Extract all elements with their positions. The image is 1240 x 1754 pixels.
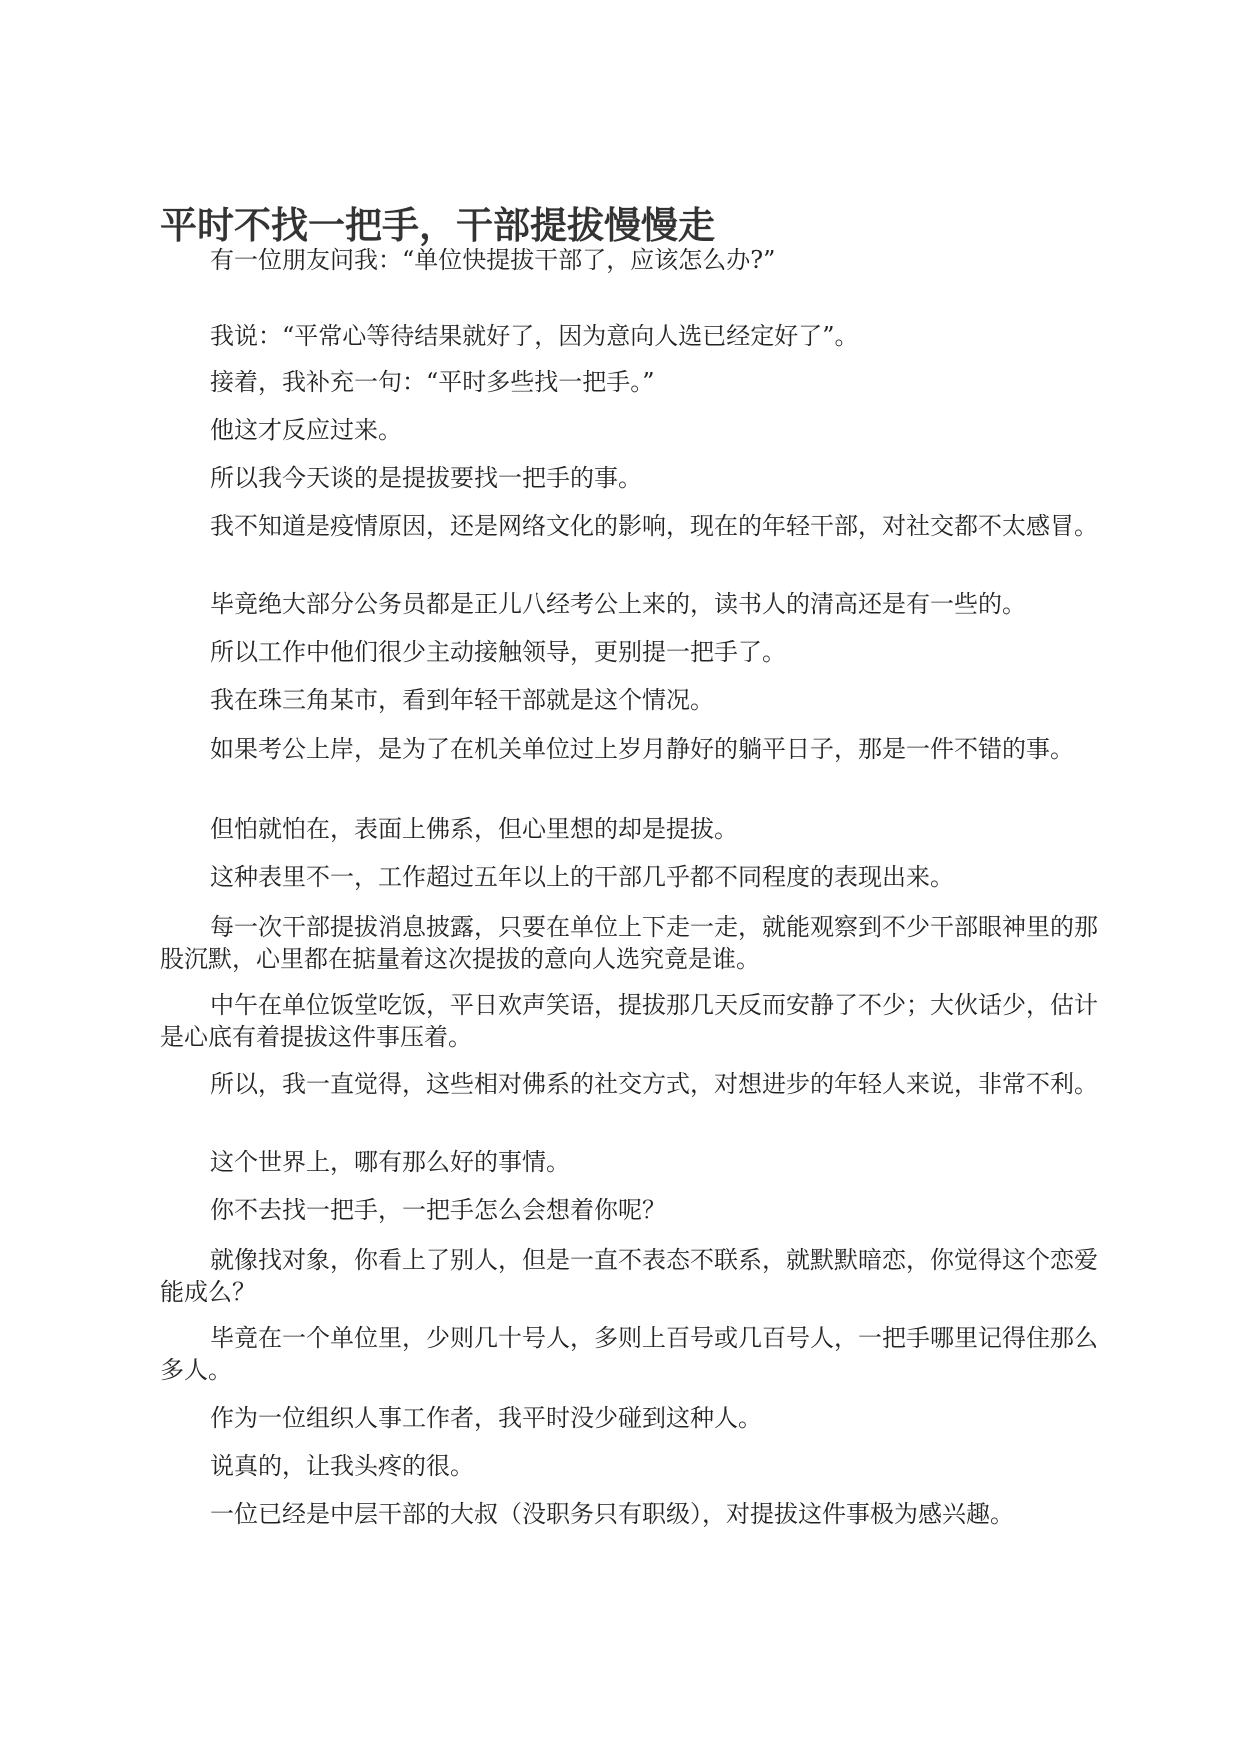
paragraph: 接着，我补充一句：“平时多些找一把手。”	[210, 368, 655, 396]
paragraph: 这种表里不一，工作超过五年以上的干部几乎都不同程度的表现出来。	[210, 863, 954, 891]
paragraph: 他这才反应过来。	[210, 416, 402, 444]
paragraph: 有一位朋友问我：“单位快提拔干部了，应该怎么办?”	[210, 246, 776, 274]
paragraph: 我不知道是疫情原因，还是网络文化的影响，现在的年轻干部，对社交都不太感冒。	[210, 512, 1098, 540]
document-title: 平时不找一把手，干部提拔慢慢走	[160, 204, 715, 247]
paragraph: 你不去找一把手，一把手怎么会想着你呢？	[210, 1196, 666, 1224]
paragraph: 我说：“平常心等待结果就好了，因为意向人选已经定好了”。	[210, 322, 859, 350]
paragraph: 但怕就怕在，表面上佛系，但心里想的却是提拔。	[210, 815, 738, 843]
paragraph: 所以，我一直觉得，这些相对佛系的社交方式，对想进步的年轻人来说，非常不利。	[210, 1070, 1098, 1098]
paragraph: 所以工作中他们很少主动接触领导，更别提一把手了。	[210, 638, 786, 666]
paragraph: 所以我今天谈的是提拔要找一把手的事。	[210, 464, 642, 492]
paragraph: 每一次干部提拔消息披露，只要在单位上下走一走，就能观察到不少干部眼神里的那股沉默，心里都在掂量着这次提拔的意向人选究竟是谁。	[160, 913, 1098, 973]
paragraph: 毕竟绝大部分公务员都是正儿八经考公上来的，读书人的清高还是有一些的。	[210, 590, 1026, 618]
paragraph: 这个世界上，哪有那么好的事情。	[210, 1148, 570, 1176]
paragraph: 一位已经是中层干部的大叔（没职务只有职级），对提拔这件事极为感兴趣。	[210, 1500, 1014, 1528]
paragraph: 如果考公上岸，是为了在机关单位过上岁月静好的躺平日子，那是一件不错的事。	[210, 735, 1074, 763]
paragraph: 毕竟在一个单位里，少则几十号人，多则上百号或几百号人，一把手哪里记得住那么多人。	[160, 1324, 1098, 1384]
paragraph: 就像找对象，你看上了别人，但是一直不表态不联系，就默默暗恋，你觉得这个恋爱能成么？	[160, 1246, 1098, 1306]
paragraph: 中午在单位饭堂吃饭，平日欢声笑语，提拔那几天反而安静了不少；大伙话少，估计是心底有着提拔这件事压着。	[160, 991, 1098, 1051]
paragraph: 说真的，让我头疼的很。	[210, 1452, 474, 1480]
paragraph: 我在珠三角某市，看到年轻干部就是这个情况。	[210, 686, 714, 714]
paragraph: 作为一位组织人事工作者，我平时没少碰到这种人。	[210, 1404, 762, 1432]
